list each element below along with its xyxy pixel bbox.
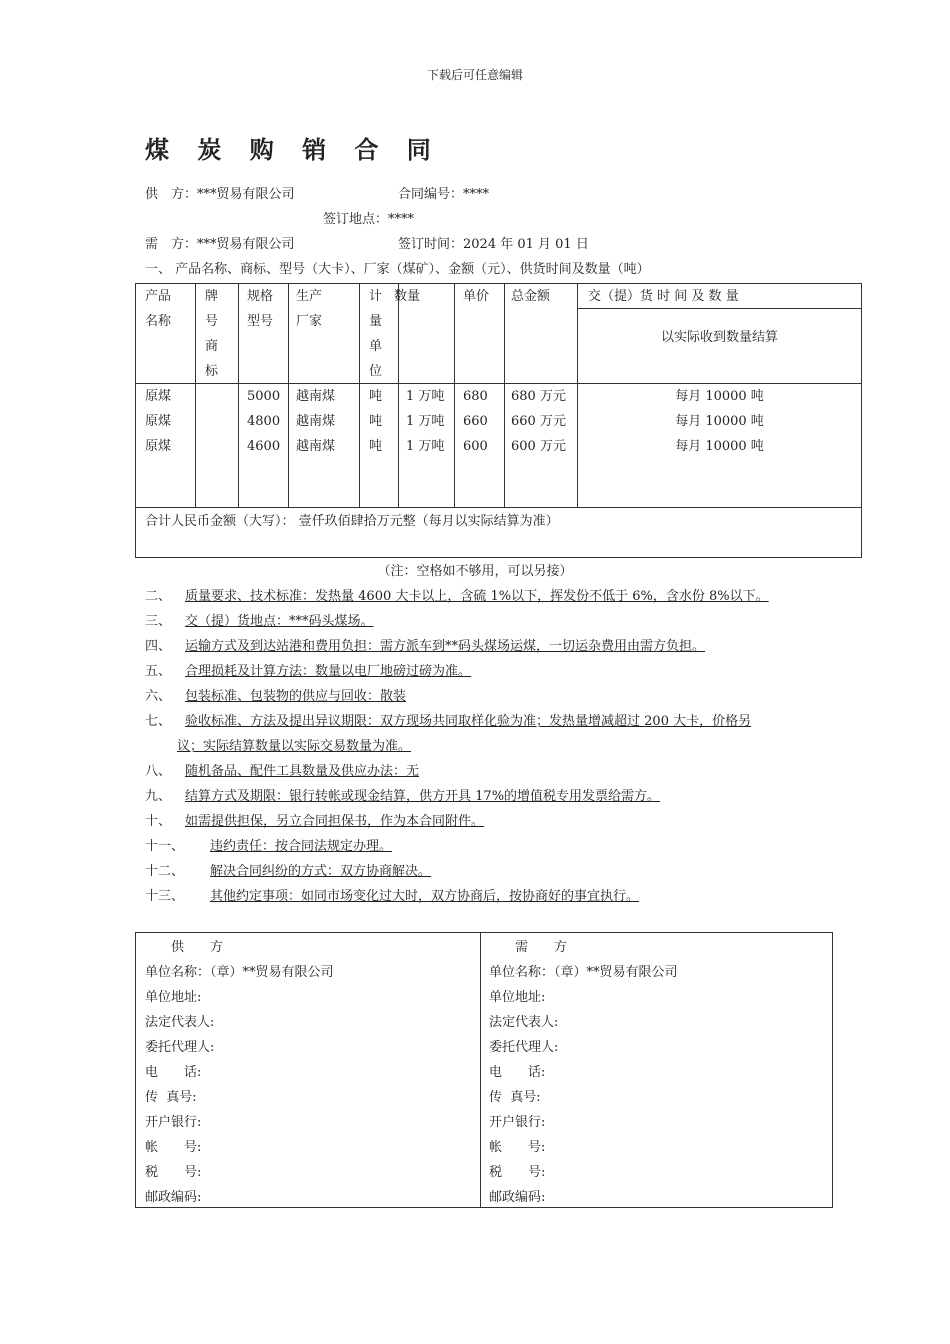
buyer-field: 帐 号: [489, 1140, 546, 1155]
clause-10: 十、 如需提供担保，另立合同担保书，作为本合同附件。 [145, 814, 485, 829]
clause-9: 九、 结算方式及期限：银行转帐或现金结算，供方开具 17%的增值税专用发票给需方。 [145, 789, 661, 804]
table-cell: 原煤 [145, 389, 172, 404]
table-grid-line [504, 284, 505, 508]
sign-place: 签订地点：**** [323, 212, 415, 227]
buyer-field: 单位名称：（章）**贸易有限公司 [489, 965, 678, 980]
table-cell: 4800 [247, 414, 281, 429]
table-cell: 吨 [369, 414, 383, 429]
supplier-field: 电 话: [145, 1065, 202, 1080]
table-grid-line [454, 284, 455, 508]
table-cell: 4600 [247, 439, 281, 454]
header-unit: 计 量 单 位 [369, 289, 383, 379]
clause-11: 十一、 [145, 839, 185, 854]
table-cell: 越南煤 [296, 414, 336, 429]
table-cell: 1 万吨 [406, 414, 445, 429]
column-total [511, 384, 566, 459]
supplier-field: 帐 号: [145, 1140, 202, 1155]
sign-time: 签订时间：2024 年 01 月 01 日 [398, 237, 589, 252]
buyer-field: 委托代理人: [489, 1040, 559, 1055]
page-header-note: 下载后可任意编辑 [426, 68, 523, 82]
table-cell: 680 万元 [511, 389, 566, 404]
clause-6: 六、 包装标准、包装物的供应与回收：散装 [145, 689, 407, 704]
table-cell: 660 万元 [511, 414, 566, 429]
table-cell: 吨 [369, 389, 383, 404]
supplier-field: 邮政编码: [145, 1190, 202, 1205]
clause-4: 四、 运输方式及到达站港和费用负担：需方派车到**码头煤场运煤，一切运杂费用由需方负担。 [145, 639, 706, 654]
header-price: 单价 [463, 289, 490, 304]
clause-13: 十三、 [145, 889, 185, 904]
supplier-field: 传 真号: [145, 1090, 197, 1105]
header-spec: 规格 型号 [247, 289, 274, 329]
header-total: 总金额 [511, 289, 551, 304]
column-quantity [406, 384, 444, 459]
table-cell: 1 万吨 [406, 389, 445, 404]
table-grid-line [195, 284, 196, 508]
table-grid-line [359, 284, 360, 508]
buyer-signature-block [489, 935, 678, 1210]
clause-12: 十二、 [145, 864, 185, 879]
supplier-field: 单位地址: [145, 990, 202, 1005]
clause-12-text: 解决合同纠纷的方式：双方协商解决。 [210, 864, 432, 879]
table-grid-line [238, 284, 239, 508]
clause-2: 二、 质量要求、技术标准：发热量 4600 大卡以上，含硫 1%以下，挥发份不低于 6%，含水份 8%以下。 [145, 589, 769, 604]
signature-table [135, 932, 833, 1208]
supplier-field: 单位名称：（章）**贸易有限公司 [145, 965, 334, 980]
table-cell: 每月 10000 吨 [675, 439, 764, 454]
header-quantity: 数量 [394, 289, 421, 304]
table-cell: 原煤 [145, 414, 172, 429]
column-maker [296, 384, 335, 459]
supplier-field: 税 号: [145, 1165, 202, 1180]
buyer-field: 电 话: [489, 1065, 546, 1080]
table-cell: 600 [463, 439, 488, 454]
product-table [135, 283, 862, 558]
supplier-field: 法定代表人: [145, 1015, 215, 1030]
column-spec [247, 384, 280, 459]
clause-8: 八、 随机备品、配件工具数量及供应办法：无 [145, 764, 420, 779]
table-cell: 越南煤 [296, 439, 336, 454]
buyer-field: 开户银行: [489, 1115, 546, 1130]
buyer-field: 传 真号: [489, 1090, 541, 1105]
buyer-field: 单位地址: [489, 990, 546, 1005]
table-cell: 吨 [369, 439, 383, 454]
buyer-field: 邮政编码: [489, 1190, 546, 1205]
table-note: （注：空格如不够用，可以另接） [377, 564, 573, 579]
header-brand: 牌 号 商 标 [205, 289, 219, 379]
signature-divider [480, 933, 481, 1207]
buyer-line: 需 方：***贸易有限公司 [145, 237, 295, 252]
supplier-field: 委托代理人: [145, 1040, 215, 1055]
supplier-block-title: 供 方 [145, 940, 224, 955]
table-cell: 每月 10000 吨 [675, 389, 764, 404]
table-cell: 600 万元 [511, 439, 566, 454]
clause-3: 三、 交（提）货地点：***码头煤场。 [145, 614, 374, 629]
clause-11-text: 违约责任：按合同法规定办理。 [210, 839, 393, 854]
clause-13-text: 其他约定事项：如同市场变化过大时，双方协商后，按协商好的事宜执行。 [210, 889, 640, 904]
header-product-name: 产品 名称 [145, 289, 172, 329]
column-price [463, 384, 488, 459]
clause-5: 五、 合理损耗及计算方法：数量以电厂地磅过磅为准。 [145, 664, 472, 679]
section1-heading: 一、 产品名称、商标、型号（大卡）、厂家（煤矿）、金额（元）、供货时间及数量（吨） [145, 262, 650, 277]
table-cell: 越南煤 [296, 389, 336, 404]
table-cell: 680 [463, 389, 488, 404]
buyer-block-title: 需 方 [489, 940, 568, 955]
table-cell: 原煤 [145, 439, 172, 454]
table-cell: 660 [463, 414, 488, 429]
supplier-signature-block [145, 935, 334, 1210]
buyer-field: 税 号: [489, 1165, 546, 1180]
column-product [145, 384, 171, 459]
supplier-line: 供 方：***贸易有限公司 [145, 187, 295, 202]
table-cell: 每月 10000 吨 [675, 414, 764, 429]
header-maker: 生产 厂家 [296, 289, 323, 329]
header-delivery: 交（提）货 时 间 及 数 量 [588, 289, 739, 304]
supplier-field: 开户银行: [145, 1115, 202, 1130]
table-grid-line [288, 284, 289, 508]
header-delivery-sub: 以实际收到数量结算 [660, 330, 778, 345]
contract-number: 合同编号：**** [398, 187, 490, 202]
column-delivery [577, 384, 862, 459]
clause-7-continued: 议；实际结算数量以实际交易数量为准。 [177, 739, 412, 754]
clause-7: 七、 验收标准、方法及提出异议期限：双方现场共同取样化验为准；发热量增减超过 200 大卡，价格另 [145, 714, 752, 729]
total-amount-line: 合计人民币金额（大写）： 壹仟玖佰肆拾万元整（每月以实际结算为准） [145, 514, 559, 529]
table-cell: 5000 [247, 389, 281, 404]
column-unit [369, 384, 382, 459]
table-grid-line [136, 507, 862, 508]
table-grid-line [398, 284, 399, 508]
buyer-field: 法定代表人: [489, 1015, 559, 1030]
contract-title: 煤 炭 购 销 合 同 [145, 135, 441, 164]
table-cell: 1 万吨 [406, 439, 445, 454]
